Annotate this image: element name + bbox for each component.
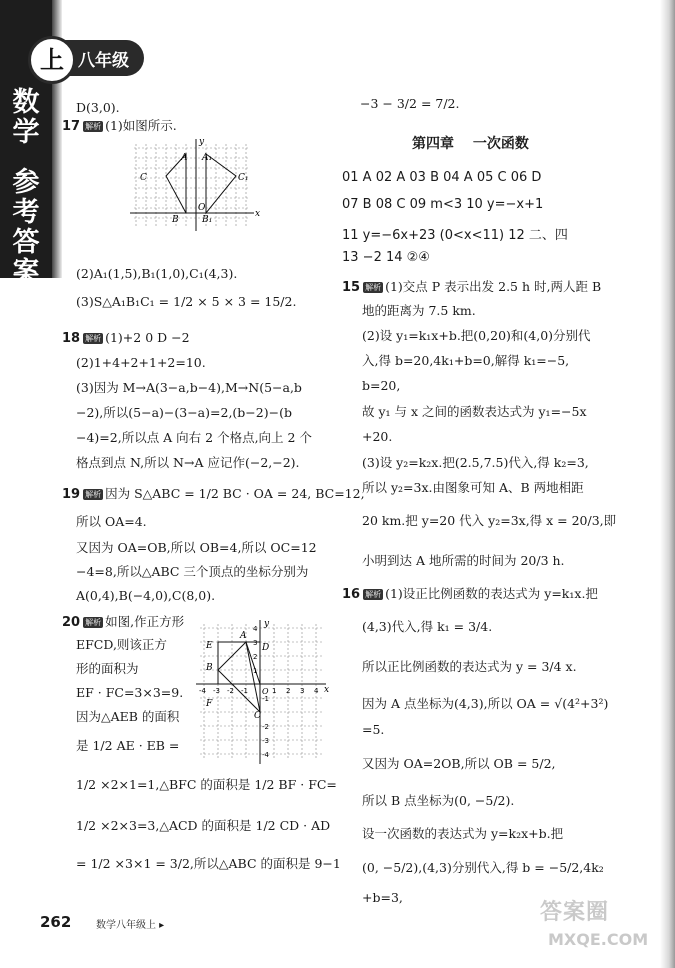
q16-number: 16 [342,587,361,602]
q17-label-o: O [198,203,206,213]
analysis-badge: 解析 [85,490,102,499]
q19-line: 所以 OA=4. [76,514,147,529]
q19-line: 又因为 OA=OB,所以 OB=4,所以 OC=12 [76,540,317,555]
analysis-badge: 解析 [85,122,102,131]
q16-line: +b=3, [362,890,403,905]
left-line-d: D(3,0). [76,100,120,115]
q20-line: EFCD,则该正方 [76,637,167,652]
q20-label-o: O [262,687,269,696]
q18-line: −2),所以(5−a)−(3−a)=2,(b−2)−(b [76,405,292,420]
q17-x-label: x [255,209,261,219]
q20-tick-x: 4 [314,687,319,695]
q16-header [342,586,598,603]
q18-line: (2)1+4+2+1+2=10. [76,355,206,370]
q20-number: 20 [62,615,81,630]
q18-header [62,330,190,347]
q17-answer-2: (2)A₁(1,5),B₁(1,0),C₁(4,3). [76,266,238,281]
q20-tick-x: -4 [199,687,206,695]
q19-header [62,486,365,503]
analysis-badge: 解析 [85,334,102,343]
q16-line: 设一次函数的表达式为 y=k₂x+b.把 [362,826,564,841]
q20-tick-x: -1 [241,687,248,695]
answer-row: 11 y=−6x+23 (0<x<11) 12 二、四 [342,228,568,243]
q20-tick-x: -3 [213,687,220,695]
q17-label-b: B [172,215,179,225]
q17-y-label: y [199,137,205,147]
q16-line: (4,3)代入,得 k₁ = 3/4. [362,619,493,634]
q20-line: 形的面积为 [76,661,139,676]
q20-line: EF · FC=3×3=9. [76,685,184,700]
q16-line: 因为 A 点坐标为(4,3),所以 OA = √(4²+3²) [362,696,609,711]
analysis-badge: 解析 [365,590,382,599]
q17-label-c1: C₁ [238,173,249,183]
q17-label-a: A [181,153,188,163]
q18-line: (1)+2 0 D −2 [105,330,190,345]
q17-figure [126,136,266,236]
q17-number: 17 [62,119,81,134]
q20-figure [194,618,332,766]
q20-label-d: D [262,643,270,653]
q20-line: 因为△AEB 的面积 [76,709,180,724]
q19-line: −4=8,所以△ABC 三个顶点的坐标分别为 [76,564,309,579]
q20-x-label: x [324,685,330,695]
q20-line: 1/2 ×2×3=3,△ACD 的面积是 1/2 CD · AD [76,818,331,833]
q15-line: 小明到达 A 地所需的时间为 20/3 h. [362,553,565,568]
q20-tick-x: -2 [227,687,234,695]
q16-line: (1)设正比例函数的表达式为 y=k₁x.把 [385,586,598,601]
analysis-badge: 解析 [365,283,382,292]
chapter-title: 第四章 一次函数 [412,136,529,152]
q15-number: 15 [342,280,361,295]
q17-label-a1: A₁ [202,153,213,163]
q20-tick-y: -3 [262,737,269,745]
q20-line: 1/2 ×2×1=1,△BFC 的面积是 1/2 BF · FC= [76,777,337,792]
q19-line: 因为 S△ABC = 1/2 BC · OA = 24, BC=12, [105,486,365,501]
sidebar-answers: 参考答案 [12,167,40,288]
q16-line: =5. [362,722,385,737]
watermark-url: MXQE.COM [548,930,649,949]
sidebar-title [6,88,46,288]
right-line-top: −3 − 3/2 = 7/2. [360,96,460,111]
watermark-logo: 答案圈 [540,900,610,925]
q15-line: 故 y₁ 与 x 之间的函数表达式为 y₁=−5x [362,404,587,419]
sidebar-subject: 数学 [12,87,40,148]
q20-tick-y: -1 [262,695,269,703]
q15-line: (2)设 y₁=k₁x+b.把(0,20)和(4,0)分别代 [362,328,591,343]
q15-line: 地的距离为 7.5 km. [362,303,476,318]
q16-line: 又因为 OA=2OB,所以 OB = 5/2, [362,756,556,771]
q15-line: +20. [362,429,393,444]
q20-y-label: y [264,619,270,629]
q16-line: (0, −5/2),(4,3)分别代入,得 b = −5/2,4k₂ [362,860,604,875]
q20-tick-y: 3 [253,639,258,647]
answer-row: 07 B 08 C 09 m<3 10 y=−x+1 [342,197,544,212]
q15-header [342,279,601,296]
q20-tick-y: 2 [253,653,258,661]
q15-line: (3)设 y₂=k₂x.把(2.5,7.5)代入,得 k₂=3, [362,455,589,470]
answer-row: 01 A 02 A 03 B 04 A 05 C 06 D [342,170,542,185]
q17-header [62,118,177,135]
q15-line: b=20, [362,378,401,393]
q15-line: 所以 y₂=3x.由图象可知 A、B 两地相距 [362,480,584,495]
page-number: 262 [40,913,72,931]
q20-tick-y: 1 [253,667,258,675]
q17-label-c: C [140,173,147,183]
q20-label-e: E [206,641,213,651]
q19-line: A(0,4),B(−4,0),C(8,0). [76,588,216,603]
footer-text: 数学八年级上 ▸ [96,920,165,931]
q20-label-b: B [206,663,213,673]
q15-line: (1)交点 P 表示出发 2.5 h 时,两人距 B [385,279,602,294]
analysis-badge: 解析 [85,618,102,627]
q17-answer-3: (3)S△A₁B₁C₁ = 1/2 × 5 × 3 = 15/2. [76,294,297,309]
q16-line: 所以 B 点坐标为(0, −5/2). [362,793,515,808]
q20-line: 是 1/2 AE · EB = [76,738,180,753]
q18-number: 18 [62,331,81,346]
q15-line: 20 km.把 y=20 代入 y₂=3x,得 x = 20/3,即 [362,513,617,528]
q19-number: 19 [62,487,81,502]
q20-label-c: C [254,711,261,721]
q18-line: (3)因为 M→A(3−a,b−4),M→N(5−a,b [76,380,302,395]
q15-line: 入,得 b=20,4k₁+b=0,解得 k₁=−5, [362,353,570,368]
q20-tick-y: -2 [262,723,269,731]
q17-text: (1)如图所示. [105,118,177,133]
q18-line: −4)=2,所以点 A 向右 2 个格点,向上 2 个 [76,430,312,445]
q20-label-f: F [206,699,213,709]
q20-tick-x: 2 [286,687,291,695]
q20-tick-y: -4 [262,751,269,759]
q18-line: 格点到点 N,所以 N→A 应记作(−2,−2). [76,455,300,470]
q20-line: = 1/2 ×3×1 = 3/2,所以△ABC 的面积是 9−1 [76,856,341,871]
q20-line: 如图,作正方形 [105,614,185,629]
answer-row: 13 −2 14 ②④ [342,250,430,265]
q20-header [62,614,184,631]
q16-line: 所以正比例函数的表达式为 y = 3/4 x. [362,659,577,674]
grade-label: 八年级 [78,51,129,71]
q20-label-a: A [240,631,247,641]
q20-tick-x: 3 [300,687,305,695]
page-edge-shadow [660,0,675,968]
q17-label-b1: B₁ [202,215,213,225]
q20-tick-y: 4 [253,625,258,633]
volume-badge: 上 [28,36,76,84]
q20-tick-x: 1 [272,687,277,695]
